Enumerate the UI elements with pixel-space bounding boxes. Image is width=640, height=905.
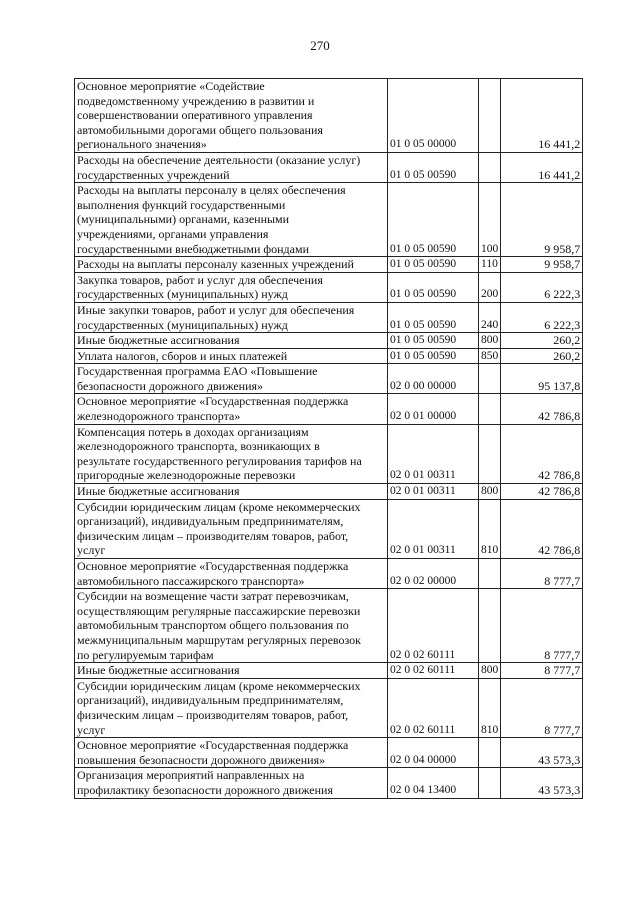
row-name-cell: Основное мероприятие «Государственная поддержка железнодорожного транспорта» xyxy=(75,394,388,424)
row-name-cell: Основное мероприятие «Государственная поддержка повышения безопасности дорожного движения» xyxy=(75,738,388,768)
row-code-cell: 02 0 01 00311 xyxy=(388,484,479,500)
row-expense-type-cell: 800 xyxy=(479,333,501,349)
row-name-cell: Расходы на обеспечение деятельности (оказание услуг) государственных учреждений xyxy=(75,152,388,182)
row-code-cell: 02 0 02 60111 xyxy=(388,589,479,663)
table-row xyxy=(75,152,583,182)
row-amount-cell: 260,2 xyxy=(501,333,583,349)
row-expense-type-cell: 810 xyxy=(479,499,501,558)
row-name-cell: Основное мероприятие «Государственная поддержка автомобильного пассажирского транспорта» xyxy=(75,559,388,589)
row-amount-cell: 260,2 xyxy=(501,348,583,364)
table-row xyxy=(75,559,583,589)
row-expense-type-cell xyxy=(479,768,501,798)
row-expense-type-cell: 200 xyxy=(479,272,501,302)
table-row xyxy=(75,272,583,302)
row-code-cell: 02 0 00 00000 xyxy=(388,364,479,394)
row-amount-cell: 42 786,8 xyxy=(501,394,583,424)
table-row xyxy=(75,79,583,153)
page-number: 270 xyxy=(310,38,330,53)
row-code-cell: 02 0 01 00000 xyxy=(388,394,479,424)
row-name-cell: Иные бюджетные ассигнования xyxy=(75,333,388,349)
table-row xyxy=(75,364,583,394)
table-row xyxy=(75,333,583,349)
row-code-cell: 01 0 05 00590 xyxy=(388,272,479,302)
row-amount-cell: 6 222,3 xyxy=(501,302,583,332)
row-name-cell: Субсидии юридическим лицам (кроме некоммерческих организаций), индивидуальным предпринимателям, физическим лицам – производителям товаров, работ, услуг xyxy=(75,499,388,558)
row-code-cell: 01 0 05 00590 xyxy=(388,183,479,257)
row-amount-cell: 43 573,3 xyxy=(501,768,583,798)
row-code-cell: 02 0 02 60111 xyxy=(388,678,479,737)
table-row xyxy=(75,678,583,737)
row-expense-type-cell: 800 xyxy=(479,484,501,500)
row-code-cell: 01 0 05 00590 xyxy=(388,302,479,332)
table-row xyxy=(75,257,583,273)
row-name-cell: Иные закупки товаров, работ и услуг для обеспечения государственных (муниципальных) нужд xyxy=(75,302,388,332)
row-code-cell: 01 0 05 00590 xyxy=(388,257,479,273)
table-row xyxy=(75,663,583,679)
row-name-cell: Иные бюджетные ассигнования xyxy=(75,663,388,679)
row-name-cell: Основное мероприятие «Содействие подведомственному учреждению в развитии и совершенствовании оперативного управления автомобильными дорогами общего пользования регионального значения» xyxy=(75,79,388,153)
row-amount-cell: 42 786,8 xyxy=(501,424,583,483)
row-expense-type-cell xyxy=(479,738,501,768)
row-name-cell: Субсидии юридическим лицам (кроме некоммерческих организаций), индивидуальным предпринимателям, физическим лицам – производителям товаров, работ, услуг xyxy=(75,678,388,737)
row-expense-type-cell: 800 xyxy=(479,663,501,679)
row-code-cell: 02 0 01 00311 xyxy=(388,424,479,483)
row-amount-cell: 8 777,7 xyxy=(501,589,583,663)
row-name-cell: Компенсация потерь в доходах организациям железнодорожного транспорта, возникающих в результате государственного регулирования тарифов на пригородные железнодорожные перевозки xyxy=(75,424,388,483)
table-row xyxy=(75,499,583,558)
row-expense-type-cell xyxy=(479,589,501,663)
row-amount-cell: 9 958,7 xyxy=(501,183,583,257)
budget-table xyxy=(74,78,583,799)
row-amount-cell: 16 441,2 xyxy=(501,152,583,182)
row-name-cell: Иные бюджетные ассигнования xyxy=(75,484,388,500)
row-amount-cell: 6 222,3 xyxy=(501,272,583,302)
row-code-cell: 02 0 02 00000 xyxy=(388,559,479,589)
row-code-cell: 02 0 04 00000 xyxy=(388,738,479,768)
row-amount-cell: 9 958,7 xyxy=(501,257,583,273)
table-row xyxy=(75,768,583,798)
row-amount-cell: 8 777,7 xyxy=(501,559,583,589)
row-amount-cell: 16 441,2 xyxy=(501,79,583,153)
table-row xyxy=(75,302,583,332)
row-code-cell: 02 0 01 00311 xyxy=(388,499,479,558)
row-name-cell: Расходы на выплаты персоналу в целях обеспечения выполнения функций государственными (муниципальными) органами, казенными учреждениями, органами управления государственными внебюджетными фондами xyxy=(75,183,388,257)
table-row xyxy=(75,484,583,500)
table-row xyxy=(75,183,583,257)
row-expense-type-cell: 240 xyxy=(479,302,501,332)
row-amount-cell: 42 786,8 xyxy=(501,484,583,500)
row-code-cell: 01 0 05 00000 xyxy=(388,79,479,153)
row-name-cell: Государственная программа ЕАО «Повышение безопасности дорожного движения» xyxy=(75,364,388,394)
row-expense-type-cell: 810 xyxy=(479,678,501,737)
row-name-cell: Уплата налогов, сборов и иных платежей xyxy=(75,348,388,364)
row-expense-type-cell: 100 xyxy=(479,183,501,257)
row-code-cell: 01 0 05 00590 xyxy=(388,333,479,349)
row-expense-type-cell xyxy=(479,152,501,182)
budget-table-body xyxy=(75,79,583,799)
row-code-cell: 02 0 02 60111 xyxy=(388,663,479,679)
table-row xyxy=(75,424,583,483)
row-expense-type-cell: 850 xyxy=(479,348,501,364)
table-row xyxy=(75,394,583,424)
row-name-cell: Организация мероприятий направленных на профилактику безопасности дорожного движения xyxy=(75,768,388,798)
row-code-cell: 01 0 05 00590 xyxy=(388,348,479,364)
row-amount-cell: 42 786,8 xyxy=(501,499,583,558)
row-amount-cell: 95 137,8 xyxy=(501,364,583,394)
row-expense-type-cell xyxy=(479,79,501,153)
row-name-cell: Субсидии на возмещение части затрат перевозчикам, осуществляющим регулярные пассажирские перевозки автомобильным транспортом общего пользования по межмуниципальным маршрутам регулярных перевозок по регулируемым тарифам xyxy=(75,589,388,663)
row-amount-cell: 8 777,7 xyxy=(501,678,583,737)
row-expense-type-cell xyxy=(479,394,501,424)
row-expense-type-cell xyxy=(479,424,501,483)
row-amount-cell: 8 777,7 xyxy=(501,663,583,679)
row-name-cell: Закупка товаров, работ и услуг для обеспечения государственных (муниципальных) нужд xyxy=(75,272,388,302)
row-name-cell: Расходы на выплаты персоналу казенных учреждений xyxy=(75,257,388,273)
table-row xyxy=(75,738,583,768)
row-expense-type-cell xyxy=(479,559,501,589)
row-code-cell: 02 0 04 13400 xyxy=(388,768,479,798)
row-amount-cell: 43 573,3 xyxy=(501,738,583,768)
table-row xyxy=(75,589,583,663)
row-expense-type-cell: 110 xyxy=(479,257,501,273)
table-row xyxy=(75,348,583,364)
row-expense-type-cell xyxy=(479,364,501,394)
row-code-cell: 01 0 05 00590 xyxy=(388,152,479,182)
